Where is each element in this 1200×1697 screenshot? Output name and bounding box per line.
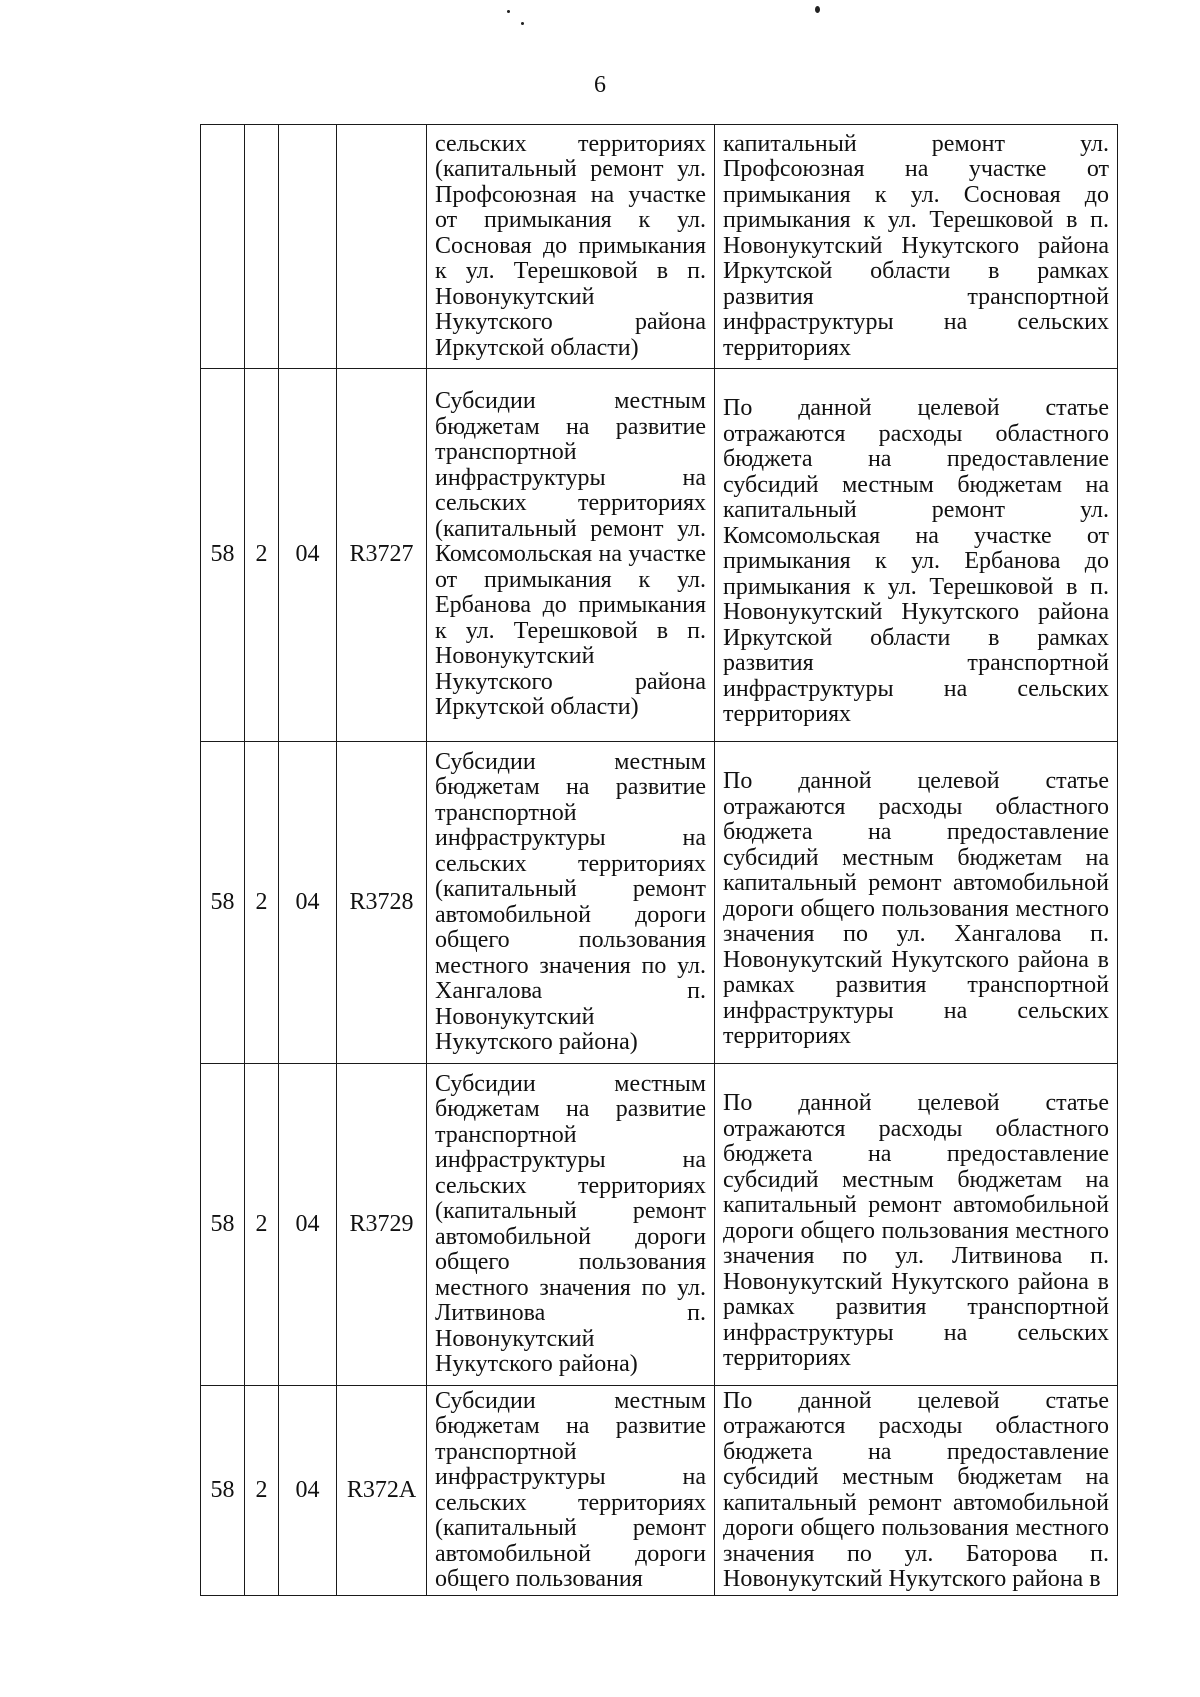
subprogram-code-cell: 2: [245, 369, 279, 742]
direction-code-cell: [337, 125, 427, 369]
table-row: [201, 1386, 1118, 1596]
article-name-cell: Субсидии местным бюджетам на развитие транспортной инфраструктуры на сельских территориях (капитальный ремонт автомобильной дороги общего пользования местного значения по ул. Литвинова п. Новонукутский Нукутского района): [427, 1064, 715, 1386]
subprogram-code-cell: 2: [245, 1064, 279, 1386]
direction-code-cell: R3729: [337, 1064, 427, 1386]
article-description-cell: По данной целевой статье отражаются расходы областного бюджета на предоставление субсидий местным бюджетам на капитальный ремонт автомобильной дороги общего пользования местного значения по ул. Хангалова п. Новонукутский Нукутского района в рамках развития транспортной инфраструктуры на сельских территориях: [715, 742, 1118, 1064]
article-name-cell: Субсидии местным бюджетам на развитие транспортной инфраструктуры на сельских территориях (капитальный ремонт ул. Комсомольская на участке от примыкания к ул. Ербанова до примыкания к ул. Терешковой в п. Новонукутский Нукутского района Иркутской области): [427, 369, 715, 742]
article-name-cell: сельских территориях (капитальный ремонт ул. Профсоюзная на участке от примыкания к ул. Сосновая до примыкания к ул. Терешковой в п. Новонукутский Нукутского района Иркутской области): [427, 125, 715, 369]
program-code-cell: [201, 125, 245, 369]
article-description-cell: По данной целевой статье отражаются расходы областного бюджета на предоставление субсидий местным бюджетам на капитальный ремонт ул. Комсомольская на участке от примыкания к ул. Ербанова до примыкания к ул. Терешковой в п. Новонукутский Нукутского района Иркутской области в рамках развития транспортной инфраструктуры на сельских территориях: [715, 369, 1118, 742]
direction-code-cell: R372A: [337, 1386, 427, 1596]
direction-code-cell: R3728: [337, 742, 427, 1064]
table-row: [201, 369, 1118, 742]
scan-speck: [507, 10, 510, 13]
event-code-cell: 04: [279, 1386, 337, 1596]
scan-speck: [815, 6, 820, 13]
budget-classification-table: [200, 124, 1118, 1596]
table-row: [201, 1064, 1118, 1386]
event-code-cell: 04: [279, 1064, 337, 1386]
table-row: [201, 125, 1118, 369]
table-row: [201, 742, 1118, 1064]
article-name-cell: Субсидии местным бюджетам на развитие транспортной инфраструктуры на сельских территориях (капитальный ремонт автомобильной дороги общего пользования местного значения по ул. Хангалова п. Новонукутский Нукутского района): [427, 742, 715, 1064]
program-code-cell: 58: [201, 742, 245, 1064]
event-code-cell: [279, 125, 337, 369]
scan-speck: [521, 22, 524, 25]
article-description-cell: капитальный ремонт ул. Профсоюзная на участке от примыкания к ул. Сосновая до примыкания к ул. Терешковой в п. Новонукутский Нукутского района Иркутской области в рамках развития транспортной инфраструктуры на сельских территориях: [715, 125, 1118, 369]
direction-code-cell: R3727: [337, 369, 427, 742]
subprogram-code-cell: 2: [245, 742, 279, 1064]
program-code-cell: 58: [201, 1064, 245, 1386]
article-name-cell: Субсидии местным бюджетам на развитие транспортной инфраструктуры на сельских территориях (капитальный ремонт автомобильной дороги общего пользования: [427, 1386, 715, 1596]
event-code-cell: 04: [279, 369, 337, 742]
article-description-cell: По данной целевой статье отражаются расходы областного бюджета на предоставление субсидий местным бюджетам на капитальный ремонт автомобильной дороги общего пользования местного значения по ул. Литвинова п. Новонукутский Нукутского района в рамках развития транспортной инфраструктуры на сельских территориях: [715, 1064, 1118, 1386]
program-code-cell: 58: [201, 1386, 245, 1596]
subprogram-code-cell: 2: [245, 1386, 279, 1596]
article-description-cell: По данной целевой статье отражаются расходы областного бюджета на предоставление субсидий местным бюджетам на капитальный ремонт автомобильной дороги общего пользования местного значения по ул. Баторова п. Новонукутский Нукутского района в: [715, 1386, 1118, 1596]
program-code-cell: 58: [201, 369, 245, 742]
page-number: 6: [594, 72, 606, 98]
event-code-cell: 04: [279, 742, 337, 1064]
subprogram-code-cell: [245, 125, 279, 369]
